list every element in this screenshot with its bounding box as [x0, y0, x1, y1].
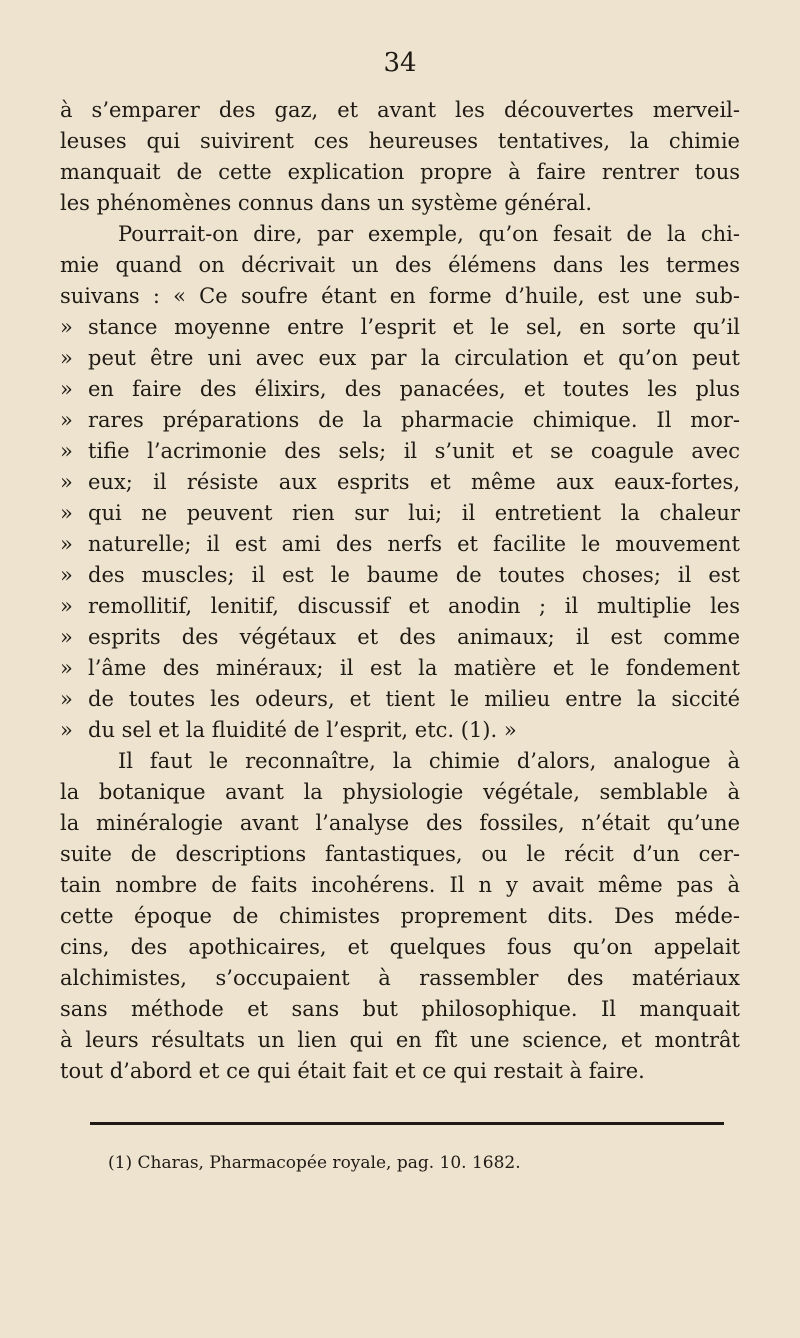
text-line — [60, 653, 740, 684]
text-line — [60, 1056, 740, 1087]
text-line — [60, 467, 740, 498]
footnote: (1) Charas, Pharmacopée royale, pag. 10. 1682. — [108, 1153, 521, 1173]
text-line — [60, 281, 740, 312]
text-line — [60, 498, 740, 529]
line-text: rares préparations de la pharmacie chimique. Il mor- — [88, 408, 740, 432]
line-text: la botanique avant la physiologie végétale, semblable à — [60, 780, 740, 804]
line-text: remollitif, lenitif, discussif et anodin ; il multiplie les — [88, 594, 740, 618]
paragraph — [60, 95, 740, 219]
quote-mark: » — [60, 718, 73, 742]
text-line — [60, 870, 740, 901]
line-text: suite de descriptions fantastiques, ou le récit d’un cer- — [60, 842, 740, 866]
quote-mark: » — [60, 625, 73, 649]
text-line — [60, 126, 740, 157]
text-line — [60, 932, 740, 963]
line-text: l’âme des minéraux; il est la matière et le fondement — [88, 656, 740, 680]
text-line — [60, 95, 740, 126]
line-text: suivans : « Ce soufre étant en forme d’huile, est une sub- — [60, 284, 740, 308]
line-text: esprits des végétaux et des animaux; il est comme — [88, 625, 740, 649]
quote-mark: » — [60, 439, 73, 463]
line-text: stance moyenne entre l’esprit et le sel, en sorte qu’il — [88, 315, 740, 339]
text-line — [60, 374, 740, 405]
quote-mark: » — [60, 563, 73, 587]
footnote-rule — [90, 1122, 724, 1125]
line-text: cins, des apothicaires, et quelques fous qu’on appelait — [60, 935, 740, 959]
line-text: la minéralogie avant l’analyse des fossiles, n’était qu’une — [60, 811, 740, 835]
line-text: des muscles; il est le baume de toutes choses; il est — [88, 563, 740, 587]
text-line — [60, 994, 740, 1025]
text-line — [60, 250, 740, 281]
line-text: eux; il résiste aux esprits et même aux eaux-fortes, — [88, 470, 740, 494]
paragraph — [60, 746, 740, 1087]
line-text: en faire des élixirs, des panacées, et toutes les plus — [88, 377, 740, 401]
text-line — [60, 529, 740, 560]
paragraph — [60, 219, 740, 746]
text-line — [60, 405, 740, 436]
line-text: sans méthode et sans but philosophique. Il manquait — [60, 997, 740, 1021]
quote-mark: » — [60, 532, 73, 556]
line-text: leuses qui suivirent ces heureuses tentatives, la chimie — [60, 129, 740, 153]
text-line — [60, 746, 740, 777]
line-text: du sel et la fluidité de l’esprit, etc. (1). » — [88, 718, 517, 742]
line-text: Pourrait-on dire, par exemple, qu’on fesait de la chi- — [118, 222, 740, 246]
quote-mark: » — [60, 408, 73, 432]
quote-mark: » — [60, 377, 73, 401]
line-text: alchimistes, s’occupaient à rassembler des matériaux — [60, 966, 740, 990]
line-text: mie quand on décrivait un des élémens dans les termes — [60, 253, 740, 277]
quote-mark: » — [60, 501, 73, 525]
text-line — [60, 343, 740, 374]
line-text: de toutes les odeurs, et tient le milieu entre la siccité — [88, 687, 740, 711]
quote-mark: » — [60, 687, 73, 711]
line-text: tout d’abord et ce qui était fait et ce qui restait à faire. — [60, 1059, 645, 1083]
line-text: à leurs résultats un lien qui en fît une science, et montrât — [60, 1028, 740, 1052]
line-text: cette époque de chimistes proprement dits. Des méde- — [60, 904, 740, 928]
text-line — [60, 219, 740, 250]
text-line — [60, 963, 740, 994]
text-line — [60, 591, 740, 622]
line-text: tain nombre de faits incohérens. Il n y avait même pas à — [60, 873, 740, 897]
text-line — [60, 839, 740, 870]
line-text: peut être uni avec eux par la circulation et qu’on peut — [88, 346, 740, 370]
line-text: à s’emparer des gaz, et avant les découvertes merveil- — [60, 98, 740, 122]
text-line — [60, 436, 740, 467]
text-line — [60, 684, 740, 715]
text-line — [60, 901, 740, 932]
line-text: Il faut le reconnaître, la chimie d’alors, analogue à — [118, 749, 740, 773]
quote-mark: » — [60, 594, 73, 618]
quote-mark: » — [60, 470, 73, 494]
quote-mark: » — [60, 315, 73, 339]
quote-mark: » — [60, 656, 73, 680]
text-line — [60, 808, 740, 839]
line-text: tifie l’acrimonie des sels; il s’unit et se coagule avec — [88, 439, 740, 463]
text-line — [60, 188, 740, 219]
quote-mark: » — [60, 346, 73, 370]
text-line — [60, 622, 740, 653]
body-text — [60, 95, 740, 1087]
text-line — [60, 157, 740, 188]
line-text: qui ne peuvent rien sur lui; il entretient la chaleur — [88, 501, 740, 525]
line-text: naturelle; il est ami des nerfs et facilite le mouvement — [88, 532, 740, 556]
line-text: les phénomènes connus dans un système général. — [60, 191, 593, 215]
text-line — [60, 312, 740, 343]
text-line — [60, 715, 740, 746]
text-line — [60, 560, 740, 591]
page-number: 34 — [383, 48, 417, 78]
text-line — [60, 1025, 740, 1056]
text-line — [60, 777, 740, 808]
line-text: manquait de cette explication propre à faire rentrer tous — [60, 160, 740, 184]
